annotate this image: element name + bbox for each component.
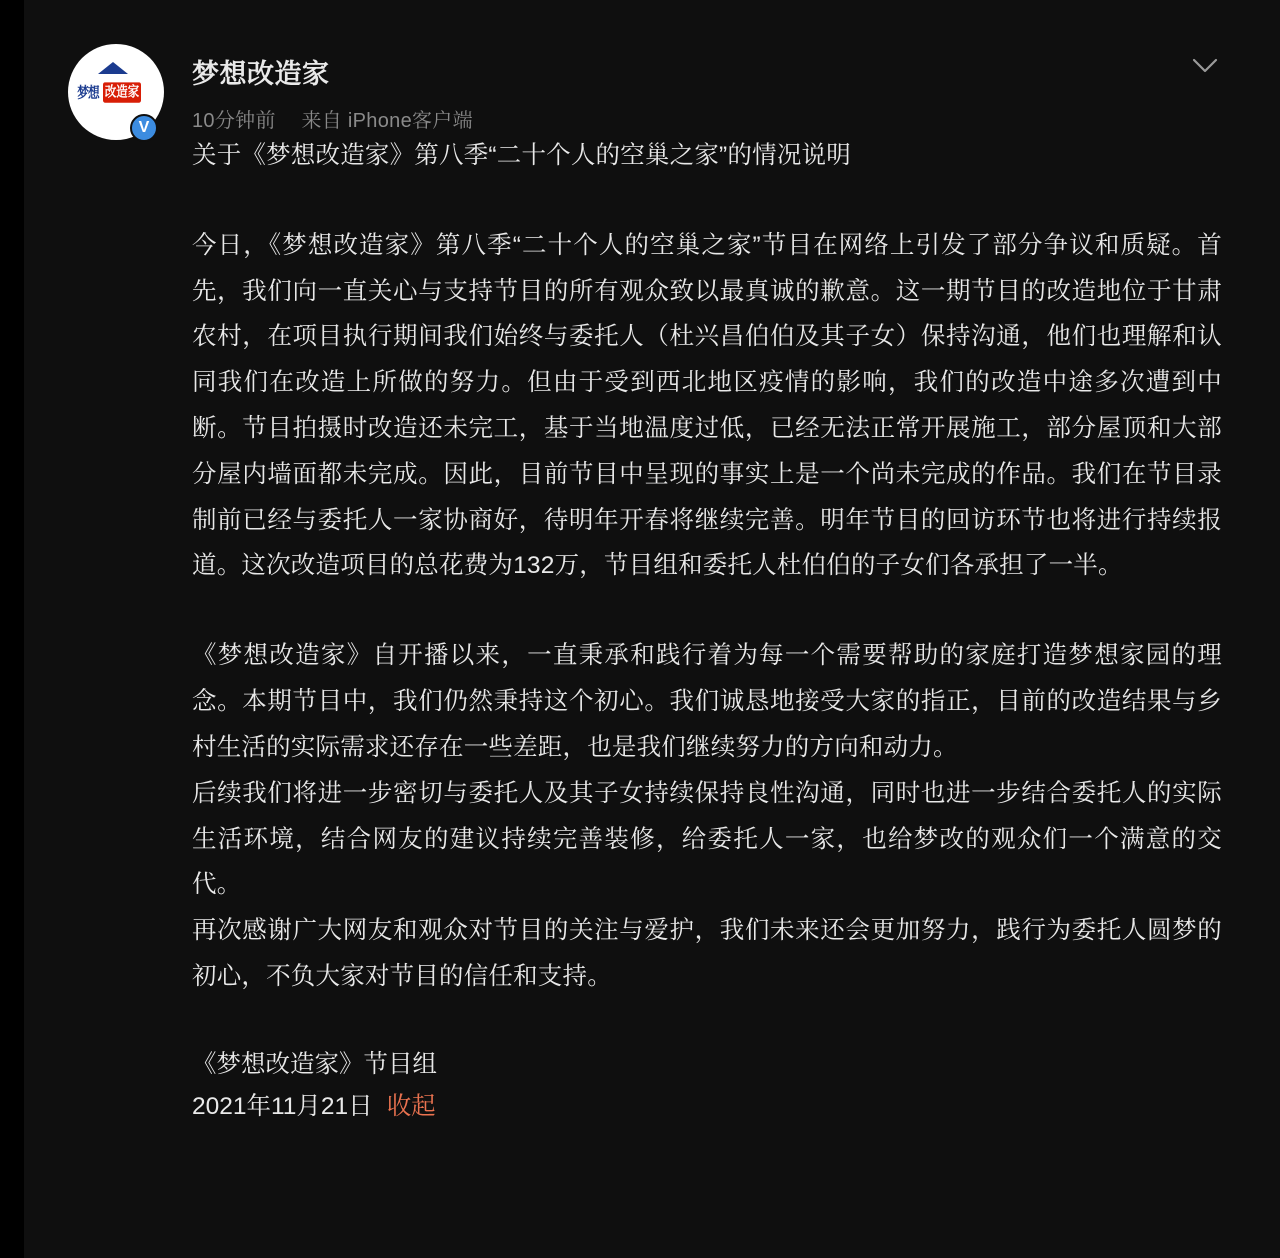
page-left-gutter [0, 0, 24, 1258]
post-content [54, 138, 1250, 1128]
collapse-button[interactable]: 收起 [386, 1092, 436, 1120]
post-source[interactable]: 来自 iPhone客户端 [301, 110, 473, 132]
post-meta [192, 104, 473, 133]
post-paragraph: 今日，《梦想改造家》第八季“二十个人的空巢之家”节目在网络上引发了部分争议和质疑。首先，我们向一直关心与支持节目的所有观众致以最真诚的歉意。这一期节目的改造地位于甘肃农村，在项目执行期间我们始终与委托人（杜兴昌伯伯及其子女）保持沟通，他们也理解和认同我们在改造上所做的努力。但由于受到西北地区疫情的影响，我们的改造中途多次遭到中断。节目拍摄时改造还未完工，基于当地温度过低，已经无法正常开展施工，部分屋顶和大部分屋内墙面都未完成。因此，目前节目中呈现的事实上是一个尚未完成的作品。我们在节目录制前已经与委托人一家协商好，待明年开春将继续完善。明年节目的回访环节也将进行持续报道。这次改造项目的总花费为132万，节目组和委托人杜伯伯的子女们各承担了一半。 [192, 231, 1222, 580]
author-nickname[interactable]: 梦想改造家 [192, 59, 330, 89]
avatar[interactable] [68, 44, 164, 140]
avatar-logo-box-text: 改造家 [104, 83, 140, 101]
post-paragraph: 《梦想改造家》自开播以来，一直秉承和践行着为每一个需要帮助的家庭打造梦想家园的理念。本期节目中，我们仍然秉持这个初心。我们诚恳地接受大家的指正，目前的改造结果与乡村生活的实际需求还存在一些差距，也是我们继续努力的方向和动力。 [192, 642, 1222, 761]
post-paragraph: 再次感谢广大网友和观众对节目的关注与爱护，我们未来还会更加努力，践行为委托人圆梦的初心，不负大家对节目的信任和支持。 [192, 917, 1222, 990]
content-spacer [192, 589, 1222, 633]
chevron-down-icon[interactable] [1188, 48, 1222, 82]
author-block [192, 52, 473, 133]
post-header [54, 26, 1250, 138]
content-spacer [192, 1000, 1222, 1044]
post-paragraph: 后续我们将进一步密切与委托人及其子女持续保持良性沟通，同时也进一步结合委托人的实际生活环境，结合网友的建议持续完善装修，给委托人一家，也给梦改的观众们一个满意的交代。 [192, 779, 1222, 899]
verified-badge-glyph: V [138, 119, 150, 136]
verified-badge-icon [130, 114, 158, 142]
content-spacer [192, 175, 1222, 223]
post-body [24, 0, 1280, 1258]
post-date-row [192, 1086, 1222, 1128]
avatar-logo-left-text: 梦想 [77, 83, 99, 101]
house-roof-icon [98, 62, 128, 74]
post-time[interactable]: 10分钟前 [192, 110, 276, 132]
post-date: 2021年11月21日 [192, 1092, 373, 1120]
post-title: 关于《梦想改造家》第八季“二十个人的空巢之家”的情况说明 [192, 142, 851, 169]
post-signature: 《梦想改造家》节目组 [192, 1050, 437, 1078]
